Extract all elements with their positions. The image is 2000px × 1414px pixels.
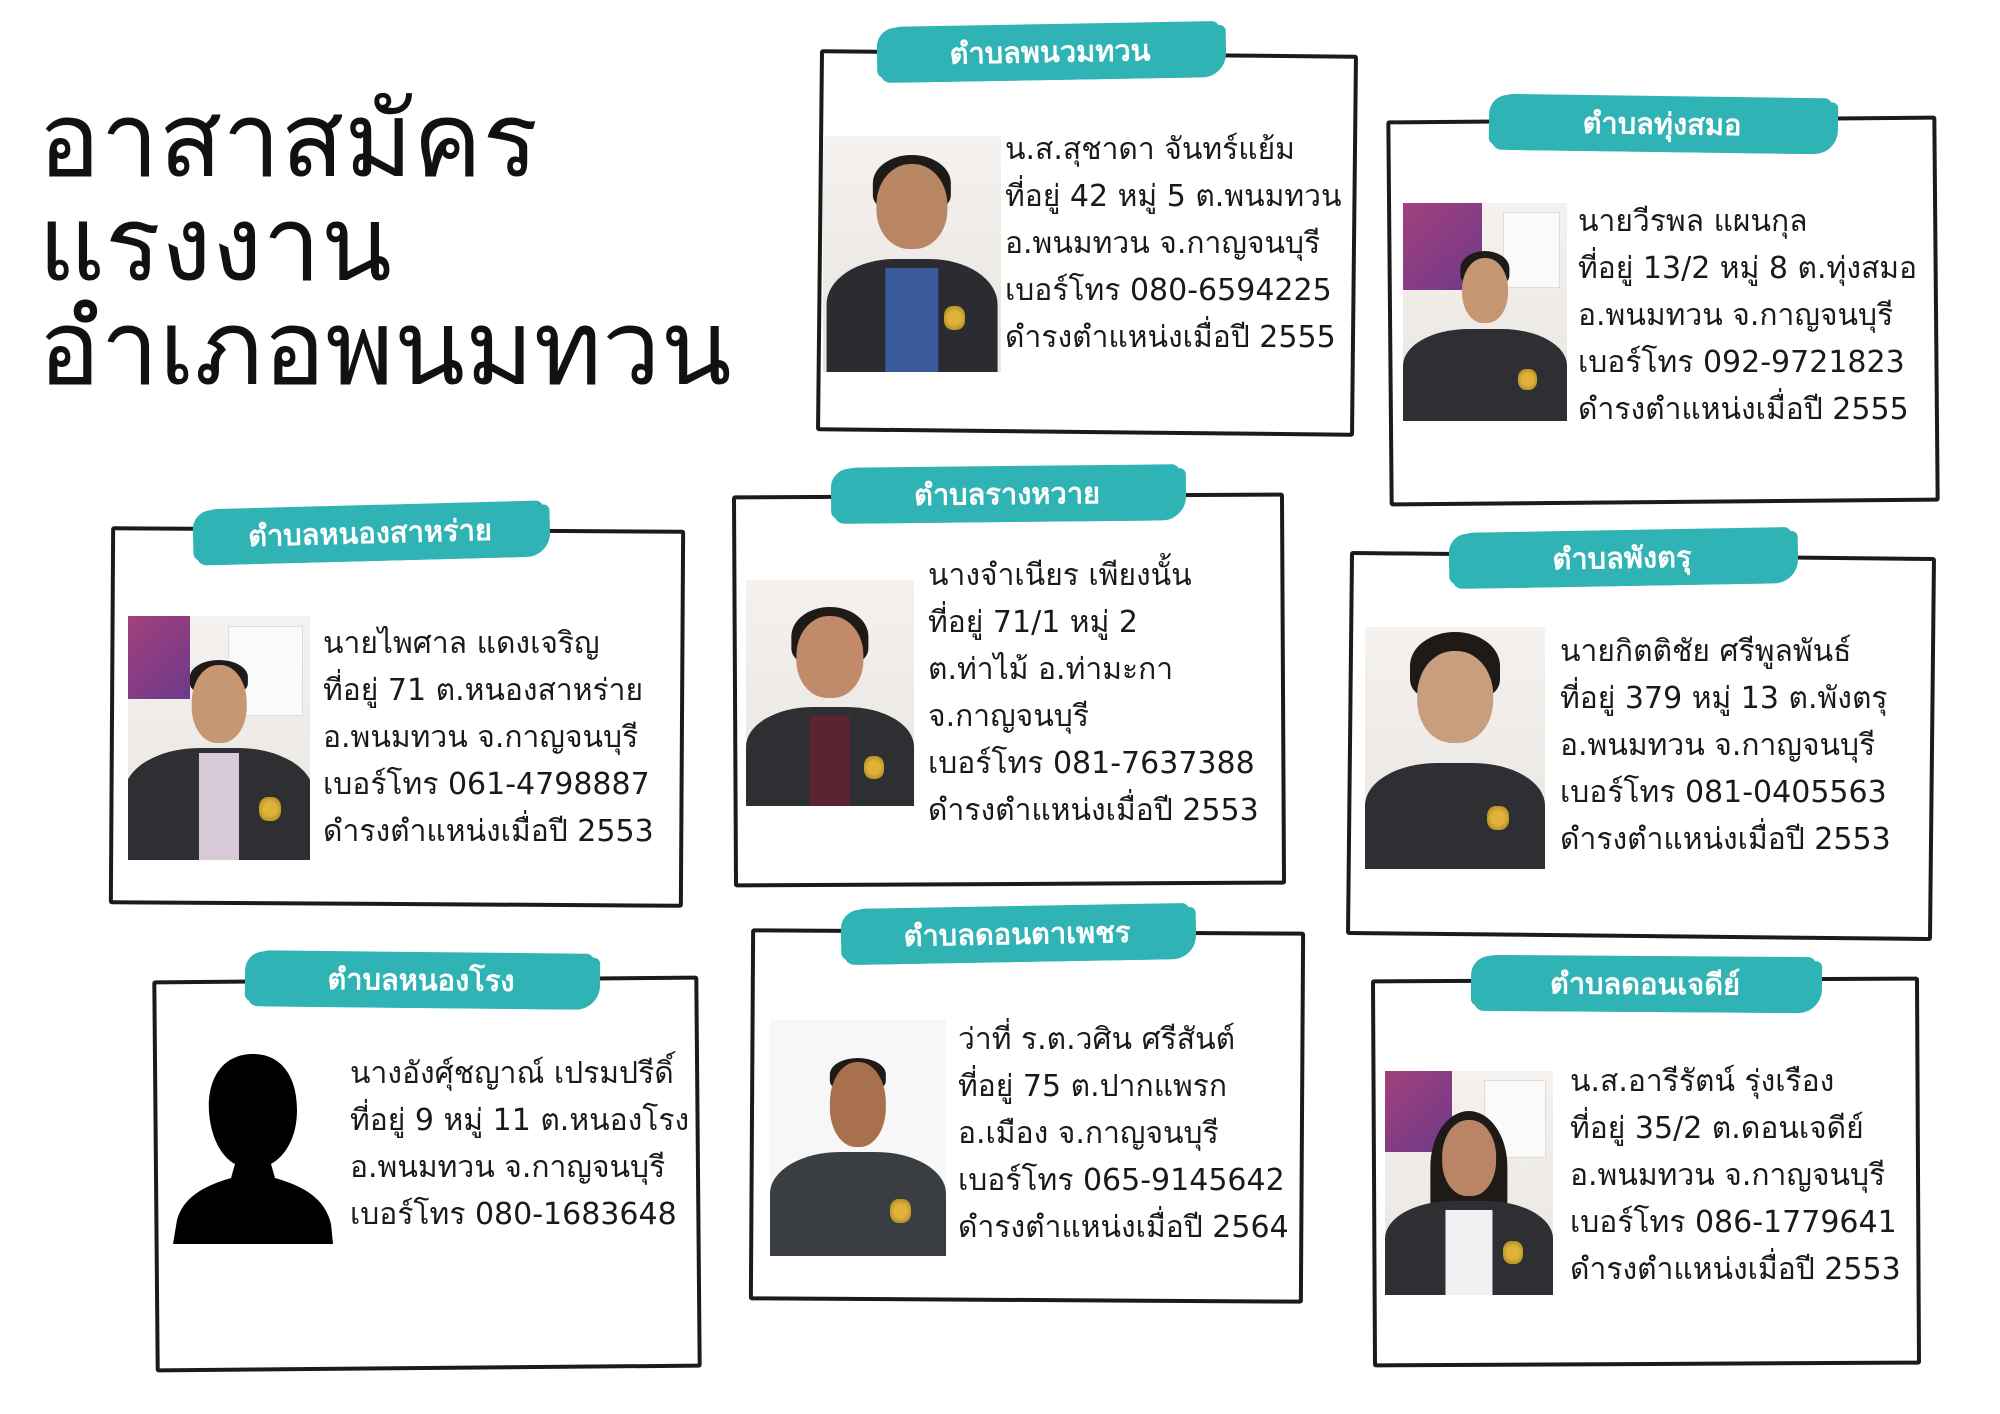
volunteer-name: นายกิตติชัย ศรีพูลพันธ์ (1560, 634, 1852, 669)
volunteer-photo (770, 1020, 946, 1256)
volunteer-photo (746, 580, 914, 806)
volunteer-info (1560, 628, 1891, 863)
volunteer-district: อ.พนมทวน จ.กาญจนบุรี (323, 720, 639, 755)
volunteer-name: น.ส.อารีรัตน์ รุ่งเรือง (1570, 1064, 1835, 1099)
volunteer-info (350, 1050, 689, 1238)
title-line-1: อาสาสมัคร (38, 79, 539, 201)
volunteer-photo (128, 616, 310, 860)
volunteer-name: นางอังศุ์ชญาณ์ เปรมปรีดิ์ (350, 1056, 674, 1091)
volunteer-province: จ.กาญจนบุรี (928, 699, 1089, 734)
title-line-2: แรงงาน (38, 183, 392, 305)
volunteer-since: ดำรงตำแหน่งเมื่อปี 2553 (1560, 822, 1891, 857)
volunteer-district: อ.พนมทวน จ.กาญจนบุรี (1570, 1158, 1886, 1193)
subdistrict-tag: ตำบลพังตรุ (1452, 527, 1793, 589)
volunteer-photo (823, 136, 1001, 372)
subdistrict-tag: ตำบลดอนเจดีย์ (1474, 955, 1816, 1013)
subdistrict-tag: ตำบลพนวมทวน (880, 21, 1221, 83)
title-line-3: อำเภอพนมทวน (38, 287, 732, 409)
volunteer-since: ดำรงตำแหน่งเมื่อปี 2553 (1570, 1252, 1901, 1287)
volunteer-address: ที่อยู่ 71/1 หมู่ 2 (928, 605, 1138, 640)
volunteer-name: นายไพศาล แดงเจริญ (323, 626, 600, 661)
volunteer-phone: เบอร์โทร 065-9145642 (958, 1163, 1285, 1198)
volunteer-since: ดำรงตำแหน่งเมื่อปี 2553 (323, 814, 654, 849)
volunteer-info (1570, 1058, 1901, 1293)
volunteer-district: อ.พนมทวน จ.กาญจนบุรี (1560, 728, 1876, 763)
volunteer-info (958, 1016, 1289, 1251)
volunteer-phone: เบอร์โทร 080-1683648 (350, 1197, 677, 1232)
volunteer-address: ที่อยู่ 13/2 หมู่ 8 ต.ทุ่งสมอ (1578, 251, 1918, 286)
volunteer-since: ดำรงตำแหน่งเมื่อปี 2555 (1005, 320, 1336, 355)
volunteer-phone: เบอร์โทร 086-1779641 (1570, 1205, 1897, 1240)
volunteer-name: นางจำเนียร เพียงนั้น (928, 558, 1192, 593)
volunteer-address: ที่อยู่ 35/2 ต.ดอนเจดีย์ (1570, 1111, 1864, 1146)
volunteer-since: ดำรงตำแหน่งเมื่อปี 2553 (928, 793, 1259, 828)
volunteer-photo (1365, 627, 1545, 869)
volunteer-phone: เบอร์โทร 081-7637388 (928, 746, 1255, 781)
volunteer-info (1005, 126, 1342, 361)
volunteer-info (323, 620, 654, 855)
volunteer-since: ดำรงตำแหน่งเมื่อปี 2555 (1578, 392, 1909, 427)
volunteer-address-2: ต.ท่าไม้ อ.ท่ามะกา (928, 652, 1174, 687)
volunteer-phone: เบอร์โทร 080-6594225 (1005, 273, 1332, 308)
page-title (38, 79, 732, 409)
volunteer-district: อ.พนมทวน จ.กาญจนบุรี (1578, 298, 1894, 333)
volunteer-name: นายวีรพล แผนกุล (1578, 204, 1808, 239)
volunteer-address: ที่อยู่ 379 หมู่ 13 ต.พังตรุ (1560, 681, 1888, 716)
volunteer-info (1578, 198, 1917, 433)
volunteer-address: ที่อยู่ 9 หมู่ 11 ต.หนองโรง (350, 1103, 690, 1138)
subdistrict-tag: ตำบลทุ่งสมอ (1492, 94, 1833, 155)
volunteer-phone: เบอร์โทร 081-0405563 (1560, 775, 1887, 810)
volunteer-district: อ.เมือง จ.กาญจนบุรี (958, 1116, 1219, 1151)
volunteer-photo (1403, 203, 1567, 421)
volunteer-address: ที่อยู่ 71 ต.หนองสาหร่าย (323, 673, 644, 708)
volunteer-phone: เบอร์โทร 092-9721823 (1578, 345, 1905, 380)
person-silhouette-icon (172, 1048, 334, 1244)
volunteer-info (928, 552, 1259, 834)
subdistrict-tag: ตำบลหนองสาหร่าย (195, 500, 544, 565)
volunteer-phone: เบอร์โทร 061-4798887 (323, 767, 650, 802)
volunteer-photo (1385, 1071, 1553, 1295)
subdistrict-tag: ตำบลดอนตาเพชร (844, 903, 1191, 965)
volunteer-name: น.ส.สุชาดา จันทร์แย้ม (1005, 132, 1295, 167)
volunteer-since: ดำรงตำแหน่งเมื่อปี 2564 (958, 1210, 1289, 1245)
subdistrict-tag: ตำบลรางหวาย (834, 464, 1181, 524)
volunteer-name: ว่าที่ ร.ต.วศิน ศรีสันต์ (958, 1022, 1236, 1057)
volunteer-district: อ.พนมทวน จ.กาญจนบุรี (1005, 226, 1321, 261)
subdistrict-tag: ตำบลหนองโรง (248, 950, 595, 1010)
volunteer-district: อ.พนมทวน จ.กาญจนบุรี (350, 1150, 666, 1185)
volunteer-address: ที่อยู่ 75 ต.ปากแพรก (958, 1069, 1228, 1104)
volunteer-address: ที่อยู่ 42 หมู่ 5 ต.พนมทวน (1005, 179, 1342, 214)
